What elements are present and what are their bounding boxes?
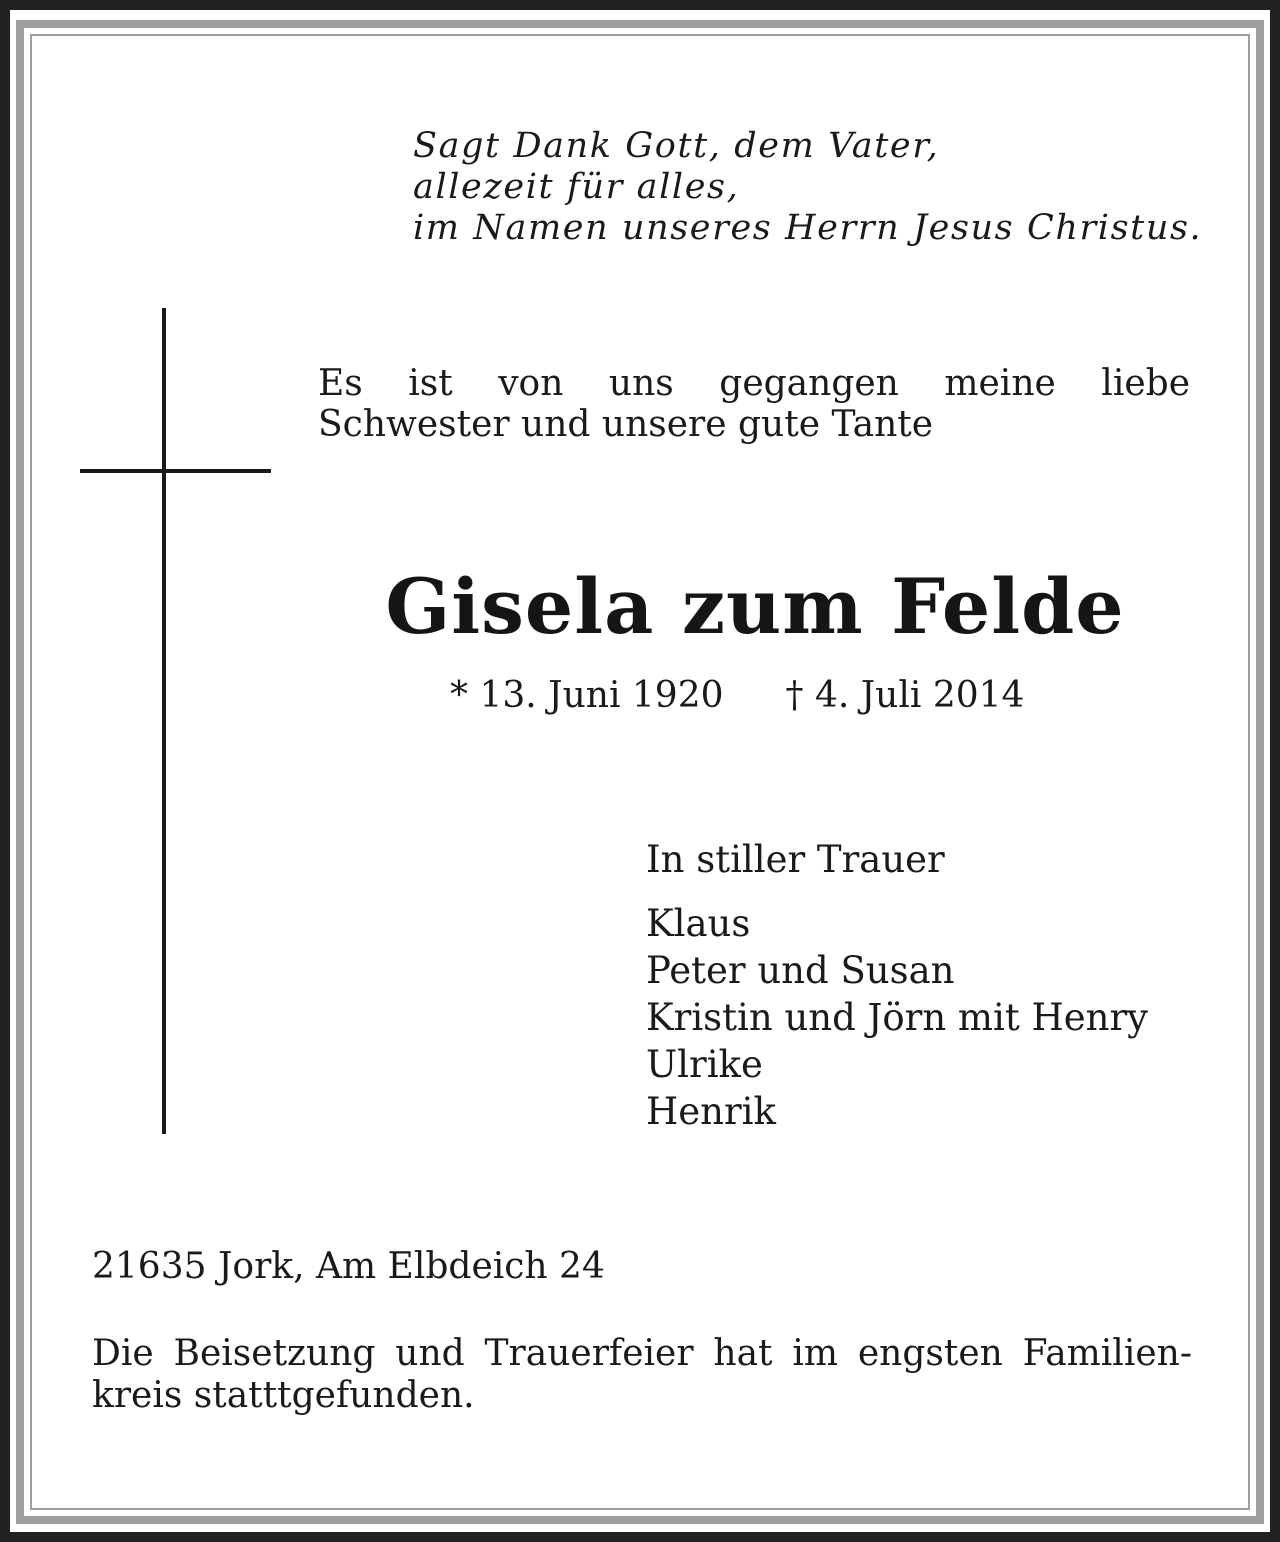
mourner-name: Peter und Susan (646, 949, 955, 992)
notice-line-2: kreis statttgefunden. (92, 1375, 475, 1416)
death-date: † 4. Juli 2014 (785, 675, 1025, 716)
intro-line-1: Es ist von uns gegangen meine liebe (318, 363, 1190, 404)
intro-text (318, 363, 1190, 445)
notice-line-1: Die Beisetzung und Trauerfeier hat im engsten Familien- (92, 1333, 1192, 1374)
funeral-notice (92, 1333, 1192, 1417)
intro-line-2: Schwester und unsere gute Tante (318, 404, 934, 445)
bible-verse (413, 126, 1213, 249)
mourner-name: Kristin und Jörn mit Henry (646, 996, 1149, 1039)
birth-date: * 13. Juni 1920 (450, 675, 724, 716)
verse-line-3: im Namen unseres Herrn Jesus Christus. (413, 208, 1203, 248)
address: 21635 Jork, Am Elbdeich 24 (92, 1246, 605, 1287)
verse-line-2: allezeit für alles, (413, 167, 740, 207)
inner-border-line (30, 34, 1250, 1510)
mourner-list (646, 900, 1148, 1135)
mourner-name: Klaus (646, 902, 751, 945)
mourner-name: Ulrike (646, 1043, 763, 1086)
deceased-name: Gisela zum Felde (385, 562, 1125, 651)
verse-line-1: Sagt Dank Gott, dem Vater, (413, 126, 940, 166)
cross-horizontal-bar (80, 469, 271, 473)
mourning-phrase: In stiller Trauer (646, 838, 945, 881)
life-dates (450, 675, 1024, 717)
cross-vertical-bar (162, 308, 166, 1134)
mourner-name: Henrik (646, 1090, 776, 1133)
mourners-block (646, 838, 1148, 1135)
